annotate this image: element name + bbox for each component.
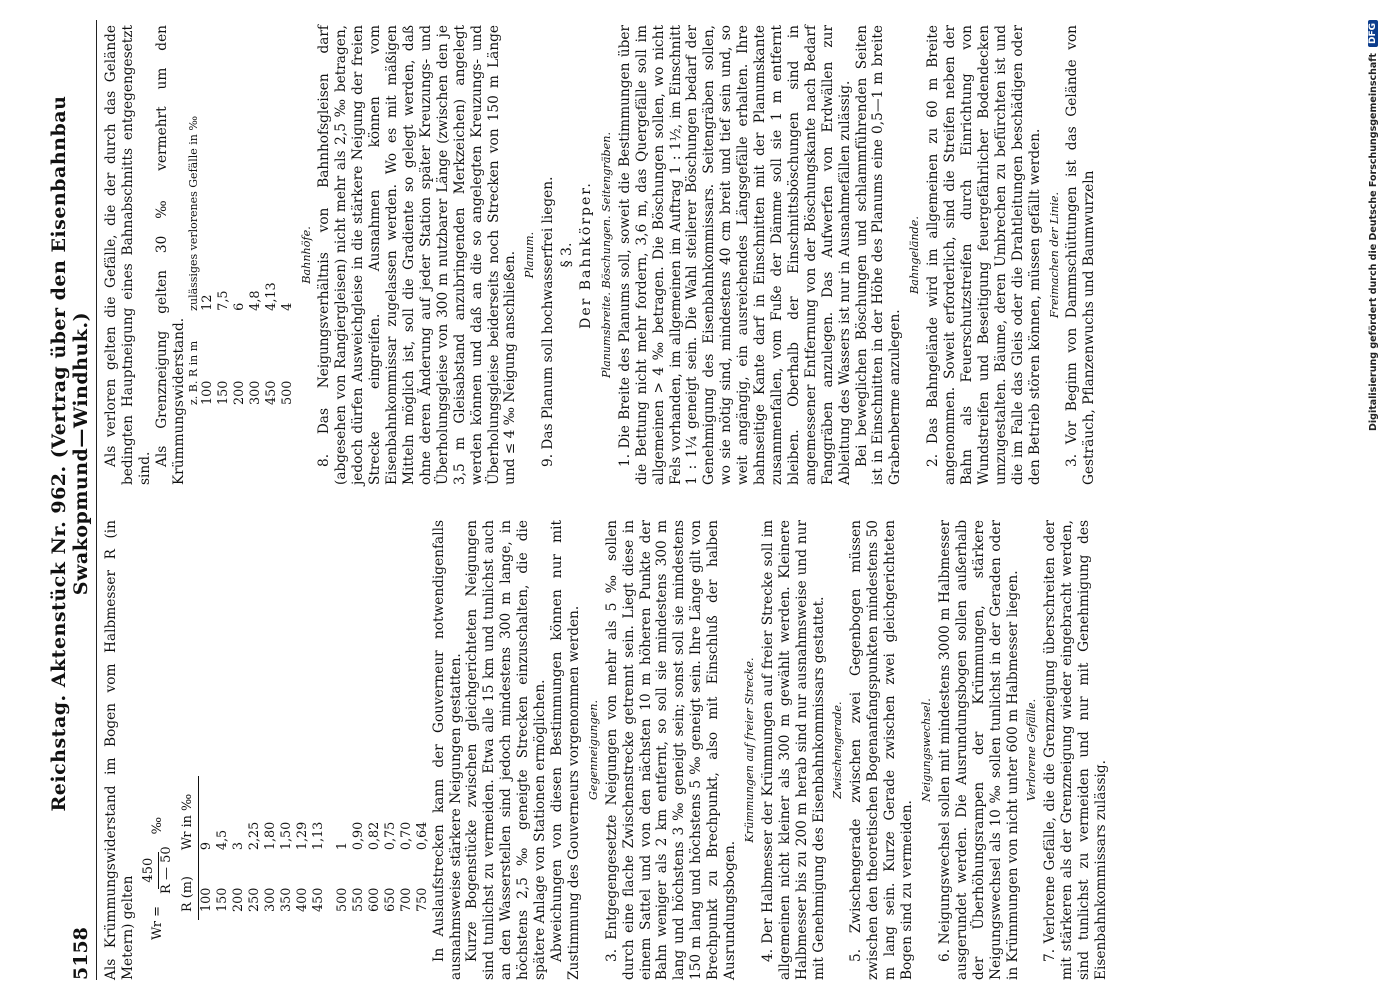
paragraph: Abweichungen von diesen Bestimmungen können nur mit Zustimmung des Gouverneurs vorgenommen werden.	[548, 520, 582, 980]
table-cell: 300	[262, 887, 278, 912]
table-cell: 1,13	[310, 821, 326, 851]
footer-text: Digitalisierung gefördert durch die Deutsche Forschungsgemeinschaft	[1367, 53, 1379, 431]
table-cell: 300	[247, 380, 263, 405]
table-cell: 700	[398, 887, 414, 912]
table-row	[198, 776, 215, 920]
table-row	[383, 776, 399, 920]
running-title: Reichstag. Aktenstück Nr. 962. (Vertrag über den Eisenbahnbau Swakopmund—Windhuk.)	[48, 95, 92, 812]
subheading: Bahngelände.	[908, 216, 922, 294]
table-row	[231, 776, 247, 920]
subheading: Gegenneigungen.	[586, 699, 600, 801]
table-cell: 1,29	[294, 821, 310, 851]
table-cell: 100	[198, 887, 214, 912]
table-row	[327, 776, 351, 920]
table-cell: 4	[279, 302, 295, 311]
table-row	[232, 96, 248, 415]
paragraph: 9. Das Planum soll hochwasserfrei liegen.	[540, 176, 557, 467]
subheading: Krümmungen auf freier Strecke.	[742, 657, 756, 843]
resistance-formula	[141, 520, 176, 940]
table-cell: 200	[231, 380, 247, 405]
table-cell: 12	[199, 294, 215, 311]
table-cell: 200	[230, 887, 246, 912]
table-cell: 350	[278, 887, 294, 912]
section-title: Der Bahnkörper.	[578, 181, 595, 329]
page-header	[48, 20, 92, 980]
digitization-footer	[1365, 20, 1381, 980]
table-row	[216, 96, 232, 415]
table-cell: 450	[310, 887, 326, 912]
paragraph: Als Krümmungswiderstand im Bogen vom Halbmesser R (in Metern) gelten	[103, 520, 136, 980]
table-cell: 4,5	[214, 829, 230, 851]
gradient-table	[188, 96, 296, 415]
table-row	[248, 96, 264, 415]
table-cell: 1,80	[262, 821, 278, 851]
table-cell: 0,75	[382, 821, 398, 851]
paragraph: Kurze Bogenstücke zwischen gleichgerichteten Neigungen sind tunlichst zu vermeiden. Etwa alle 15 km und tunlichst auch an den Wasserstellen sind jedoch mindestens 300 m lange, in höchstens 2,5 ‰ geneigte Strecken einzuschalten, die die spätere Anlage von Stationen ermöglichen.	[464, 520, 549, 980]
table-cell: 500	[334, 887, 350, 912]
table-row	[264, 96, 280, 415]
table-cell: 4,13	[263, 282, 279, 311]
left-column	[103, 520, 1110, 980]
paragraph: 2. Das Bahngelände wird im allgemeinen zu 60 m Breite angenommen. Soweit erforderlich, sind die Streifen neben der Bahn als Feuerschutzstreifen durch Einrichtung von Wundstreifen und Beseitigung feuergefährlicher Bodendecken umzugestalten. Bäume, deren Umbrechen zu befürchten ist und die im Falle das Gleis oder die Drahtleitungen beschädigen oder den Betrieb stören können, müssen gefällt werden.	[925, 25, 1043, 485]
resistance-table	[180, 776, 431, 920]
paragraph: 3. Entgegengesetzte Neigungen von mehr als 5 ‰ sollen durch eine flache Zwischenstrecke getrennt sein. Liegt diese in einem Sattel und von den nächsten 10 m höheren Punkte der Bahn weniger als 2 km entfernt, so soll sie mindestens 300 m lang und höchstens 3 ‰ geneigt sein; sonst soll sie mindestens 150 m lang und höchstens 5 ‰ geneigt sein. Ihre Länge gilt von Brechpunkt zu Brechpunkt, also mit Einschluß der halben Ausrundungsbogen.	[603, 520, 739, 980]
table-cell: 400	[294, 887, 310, 912]
table-header-cell: Wr in ‰	[180, 776, 199, 858]
table-row	[279, 776, 295, 920]
formula-unit: ‰	[149, 816, 165, 835]
table-cell: 500	[279, 380, 295, 405]
table-cell: 450	[263, 380, 279, 405]
table-cell: 550	[350, 887, 366, 912]
table-header-row	[188, 96, 200, 415]
paragraph: 1. Die Breite des Planums soll, soweit die Bestimmungen über die Bettung nicht mehr fordern, 3,6 m, das Quergefälle soll im allgemeinen > 4 ‰ betragen. Die Böschungen sollen, wo nicht Fels vorhanden, im allgemeinen im Auftrag 1 : 1½, im Einschnitt 1 : 1¼ geneigt sein. Die Wahl steilerer Böschungen bedarf der Genehmigung des Eisenbahnkommissars. Seitengräben sollen, wo sie nötig sind, mindestens 40 cm breit und tief sein und, so weit angängig, ein ausreichendes Längsgefälle erhalten. Ihre bahnseitige Kante darf in Einschnitten mit der Planumskante zusammenfallen, vom Fuße der Dämme soll sie 1 m entfernt bleiben. Oberhalb der Einschnittsböschungen sind in angemessener Entfernung von der Böschungskante nach Bedarf Fanggräben anzulegen. Das Aufwerfen von Erdwällen zur Ableitung des Wassers ist nur in Ausnahmefällen zulässig.	[616, 25, 853, 485]
table-row	[295, 776, 311, 920]
subheading: Planum.	[523, 231, 537, 279]
table-cell: 7,5	[215, 290, 231, 311]
paragraph: Als Grenzneigung gelten 30 ‰ vermehrt um den Krümmungswiderstand.	[153, 25, 187, 485]
table-cell: 1	[334, 842, 350, 851]
table-cell: 2,25	[246, 821, 262, 851]
table-header-cell: z. B. R in m	[186, 340, 200, 405]
table-cell: 600	[366, 887, 382, 912]
formula-fraction	[141, 840, 176, 900]
dfg-logo-icon: DFG	[1368, 20, 1378, 47]
page-number: 5158	[70, 927, 92, 980]
table-cell: 150	[215, 380, 231, 405]
table-header-cell: zulässiges verlorenes Gefälle in ‰	[186, 115, 200, 311]
right-column	[103, 25, 1098, 485]
paragraph: 8. Das Neigungsverhältnis von Bahnhofsgleisen darf (abgesehen von Rangiergleisen) nicht mehr als 2,5 ‰ betragen, jedoch dürfen Ausweichgleise in die stärkere Neigung der freien Strecke eingreifen. Ausnahmen können vom Eisenbahnkommissar zugelassen werden. Wo es mit mäßigen Mitteln möglich ist, soll die Gradiente so gelegt werden, daß ohne deren Änderung auf jeder Station später Kreuzungs- und Überholungsgleise von 300 m nutzbarer Länge (zwischen den je 3,5 m Gleisabstand anzubringenden Merkzeichen) angelegt werden können und daß an die so angelegten Kreuzungs- und Überholungsgleise beiderseits noch Strecken von 150 m Länge und ≤ 4 ‰ Neigung anschließen.	[316, 25, 519, 485]
paragraph: 3. Vor Beginn von Dammschüttungen ist das Gelände von Gesträuch, Pflanzenwuchs und Baumwurzeln	[1064, 25, 1098, 485]
header-rule	[96, 20, 97, 980]
paragraph: Bei beweglichen Böschungen und schlammführenden Seiten ist in Einschnitten in der Höhe des Planums eine 0,5—1 m breite Grabenberme anzulegen.	[853, 25, 904, 485]
subheading: Verlorene Gefälle.	[1025, 698, 1039, 802]
table-header-row	[180, 776, 199, 920]
paragraph: 7. Verlorene Gefälle, die die Grenzneigung überschreiten oder mit stärkeren als der Grenzneigung wieder eingebracht werden, sind tunlichst zu vermeiden und nur mit Genehmigung des Eisenbahnkommissars zulässig.	[1042, 520, 1110, 980]
table-row	[367, 776, 383, 920]
formula-denominator: R — 50	[158, 846, 174, 894]
table-row	[215, 776, 231, 920]
paragraph: 6. Neigungswechsel sollen mit mindestens 3000 m Halbmesser ausgerundet werden. Die Ausrundungsbogen sollen außerhalb der Überhöhungsrampen der Krümmungen, stärkere Neigungswechsel als 10 ‰ sollen tunlichst in der Geraden oder in Krümmungen von nicht unter 600 m Halbmesser liegen.	[936, 520, 1021, 980]
table-row	[351, 776, 367, 920]
subheading: Bahnhöfe.	[299, 226, 313, 284]
table-row	[311, 776, 327, 920]
formula-numerator: 450	[141, 852, 159, 889]
table-cell: 150	[214, 887, 230, 912]
table-cell: 650	[382, 887, 398, 912]
table-cell: 9	[198, 842, 214, 851]
table-cell: 750	[414, 887, 430, 912]
table-cell: 0,64	[414, 821, 430, 851]
table-cell: 0,90	[350, 821, 366, 851]
table-row	[200, 96, 216, 415]
table-cell: 250	[246, 887, 262, 912]
formula-lhs: Wr =	[149, 905, 165, 940]
table-row	[415, 776, 431, 920]
subheading: Neigungswechsel.	[920, 698, 933, 802]
table-cell: 6	[231, 302, 247, 311]
table-row	[263, 776, 279, 920]
table-header-cell: R (m)	[180, 858, 199, 920]
subheading: Freimachen der Linie.	[1047, 191, 1061, 319]
section-number: § 3.	[559, 242, 576, 268]
paragraph: 4. Der Halbmesser der Krümmungen auf freier Strecke soll im allgemeinen nicht kleiner als 300 m gewählt werden. Kleinere Halbmesser bis zu 200 m herab sind nur ausnahmsweise und nur mit Genehmigung des Eisenbahnkommissars gestattet.	[759, 520, 827, 980]
table-cell: 0,70	[398, 821, 414, 851]
table-cell: 1,50	[278, 821, 294, 851]
subheading: Planumsbreite. Böschungen. Seitengräben.	[599, 131, 613, 379]
paragraph: Als verloren gelten die Gefälle, die der durch das Gelände bedingten Hauptneigung eines Bahnabschnitts entgegengesetzt sind.	[103, 25, 153, 485]
table-row	[399, 776, 415, 920]
paragraph: In Auslaufstrecken kann der Gouverneur notwendigenfalls ausnahmsweise stärkere Neigungen gestatten.	[430, 520, 464, 980]
table-cell: 100	[199, 380, 215, 405]
table-row	[280, 96, 296, 415]
table-cell: 4,8	[247, 290, 263, 311]
subheading: Zwischengerade.	[831, 701, 845, 799]
table-cell: 0,82	[366, 821, 382, 851]
table-cell: 3	[230, 842, 246, 851]
table-row	[247, 776, 263, 920]
paragraph: 5. Zwischengerade zwischen zwei Gegenbogen müssen zwischen den theoretischen Bogenanfangspunkten mindestens 50 m lang sein. Kurze Gerade zwischen zwei gleichgerichteten Bogen sind zu vermeiden.	[848, 520, 916, 980]
